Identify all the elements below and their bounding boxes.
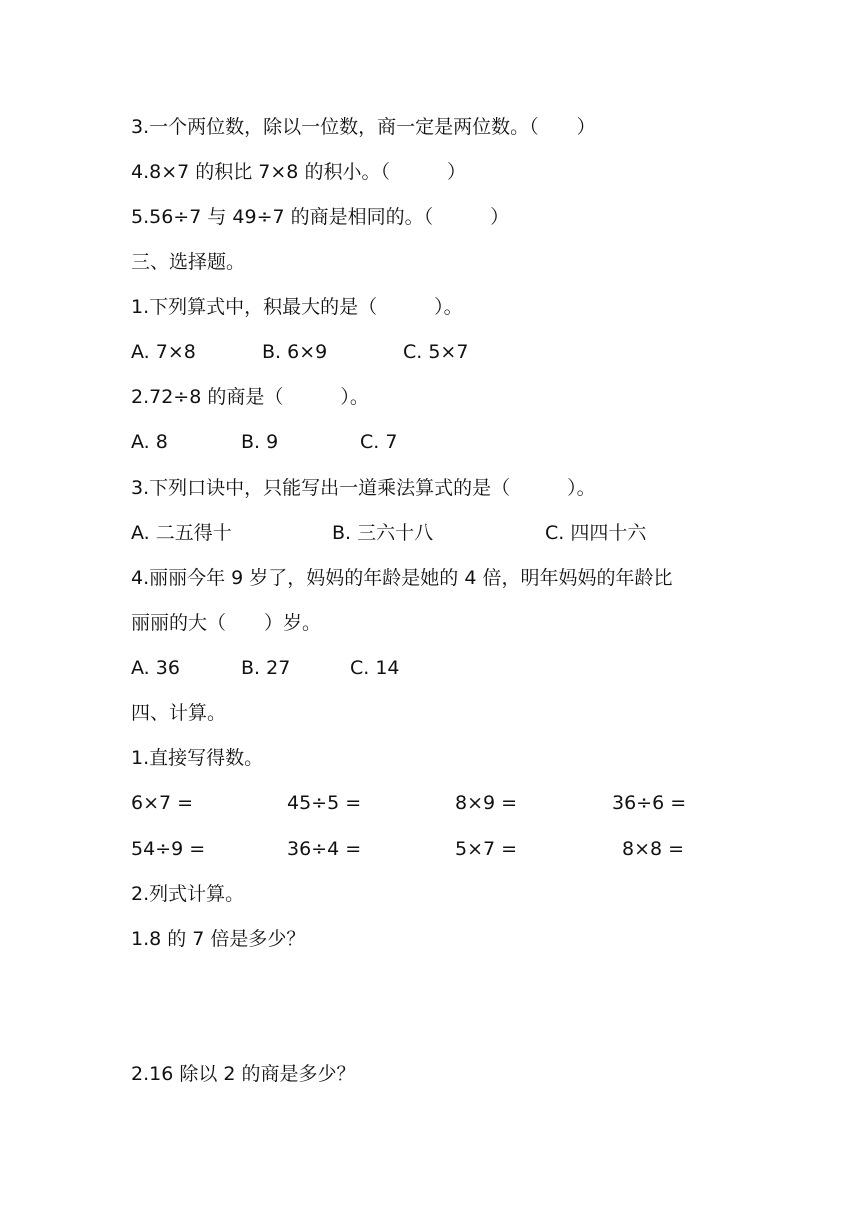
calc-item: 6×7 =	[131, 792, 194, 814]
choice-3-option-b: B. 三六十八	[332, 522, 434, 544]
section-3-heading: 三、选择题。	[131, 251, 246, 273]
word-problem-1: 1.8 的 7 倍是多少？	[131, 928, 306, 950]
choice-question-2: 2.72÷8 的商是（ ）。	[131, 386, 369, 408]
choice-4-option-c: C. 14	[350, 657, 400, 679]
word-problem-2: 2.16 除以 2 的商是多少？	[131, 1063, 356, 1085]
calc-item: 36÷6 =	[612, 792, 687, 814]
choice-2-option-c: C. 7	[360, 431, 398, 453]
calc-item: 5×7 =	[455, 838, 518, 860]
calc-part-2-heading: 2.列式计算。	[131, 883, 245, 905]
calc-item: 8×9 =	[455, 792, 518, 814]
choice-question-4-line-2: 丽丽的大（ ）岁。	[131, 612, 322, 634]
choice-3-option-a: A. 二五得十	[131, 522, 232, 544]
true-false-question-5: 5.56÷7 与 49÷7 的商是相同的。（ ）	[131, 206, 510, 228]
choice-2-option-a: A. 8	[131, 431, 168, 453]
choice-question-3: 3.下列口诀中，只能写出一道乘法算式的是（ ）。	[131, 477, 596, 499]
calc-item: 36÷4 =	[287, 838, 362, 860]
calc-item: 8×8 =	[622, 838, 685, 860]
section-4-heading: 四、计算。	[131, 702, 227, 724]
calc-item: 54÷9 =	[131, 838, 206, 860]
calc-part-1-heading: 1.直接写得数。	[131, 747, 264, 769]
choice-4-option-a: A. 36	[131, 657, 180, 679]
choice-1-option-c: C. 5×7	[403, 341, 469, 363]
true-false-question-3: 3.一个两位数，除以一位数，商一定是两位数。（ ）	[131, 116, 596, 138]
true-false-question-4: 4.8×7 的积比 7×8 的积小。（ ）	[131, 161, 466, 183]
choice-question-4-line-1: 4.丽丽今年 9 岁了，妈妈的年龄是她的 4 倍，明年妈妈的年龄比	[131, 567, 673, 589]
choice-2-option-b: B. 9	[241, 431, 279, 453]
choice-4-option-b: B. 27	[241, 657, 291, 679]
choice-question-1: 1.下列算式中，积最大的是（ ）。	[131, 296, 463, 318]
choice-3-option-c: C. 四四十六	[545, 522, 647, 544]
calc-item: 45÷5 =	[287, 792, 362, 814]
choice-1-option-a: A. 7×8	[131, 341, 196, 363]
choice-1-option-b: B. 6×9	[262, 341, 328, 363]
